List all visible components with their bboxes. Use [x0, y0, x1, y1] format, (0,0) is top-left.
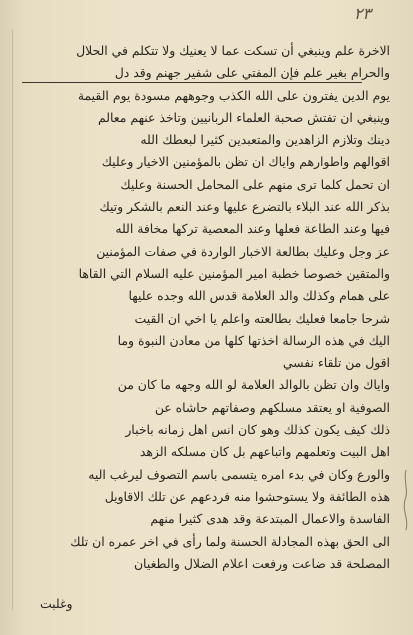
text-line: والحرام بغير علم فإن المفتي على شفير جهنم وقد دل	[114, 65, 390, 81]
text-line: واياك وان تظن بالوالد العلامة لو الله وجهه ما كان من	[117, 377, 390, 393]
text-line: اقوالهم واطوارهم واياك ان تظن بالمؤمنين الاخيار وعليك	[101, 154, 390, 170]
text-line: شرحا جامعا فعليك بطالعته واعلم يا اخي ان القيت	[134, 310, 390, 326]
text-line: اقول من تلقاء نفسي	[282, 355, 390, 371]
text-line: هذه الطائفة ولا يستوحشوا منه فردعهم عن تلك الاقاويل	[104, 488, 390, 504]
text-line: على همام وكذلك والد العلامة قدس الله وجده عليها	[128, 288, 390, 304]
folio-number: ٢٣	[353, 4, 371, 23]
text-line: الفاسدة والاعمال المبتدعة وقد هدى كثيرا منهم	[150, 511, 390, 527]
text-line: بذكر الله عند البلاء بالتضرع عليها وعند النعم بالشكر وتيك	[99, 199, 390, 215]
text-line: دينك وتلازم الزاهدين والمتعبدين كثيرا لبعطك الله	[140, 132, 390, 148]
text-line: ذلك كيف يكون كذلك وهو كان انس اهل زمانه باخبار	[125, 422, 390, 438]
text-line: والمتقين خصوصا خطبة امير المؤمنين عليه السلام التي القاها	[78, 265, 390, 281]
text-line: الصوفية او يعتقد مسلكهم وصفاتهم حاشاه عن	[154, 399, 390, 415]
manuscript-text-block	[22, 40, 390, 575]
text-line: الاخرة علم وينبغي أن تسكت عما لا يعنيك ولا تتكلم في الحلال	[76, 43, 390, 58]
text-line: اهل البيت وتعلمهم واتباعهم بل كان مسلكه الزهد	[139, 444, 390, 460]
text-line: الى الحق بهذه المجادلة الحسنة ولما رأى في اخر عمره ان تلك	[70, 533, 390, 549]
text-line: والورع وكان في بدء امره يتسمى باسم التصوف ليرغب اليه	[88, 466, 390, 482]
text-line: يوم الدين يفترون على الله الكذب وجوههم مسودة يوم القيمة	[77, 87, 390, 103]
catchword: وغلبت	[40, 596, 73, 611]
margin-mark	[402, 470, 410, 530]
text-line: وينبغي ان تفتش صحبة العلماء الربانيين وتاخذ عنهم معالم	[98, 109, 390, 125]
text-line: المصلحة قد ضاعت ورفعت اعلام الضلال والطغيان	[133, 555, 390, 571]
text-line: اليك في هذه الرسالة اخذتها كلها من معادن النبوة وما	[117, 332, 390, 348]
text-line: ان تحمل كلما ترى منهم على المحامل الحسنة وعليك	[120, 176, 390, 192]
text-line: عز وجل وعليك بطالعة الاخبار الواردة في صفات المؤمنين	[96, 243, 390, 259]
text-line: فيها وعند الطاعة فعلها وعند المعصية تركها مخافة الله	[115, 221, 390, 237]
